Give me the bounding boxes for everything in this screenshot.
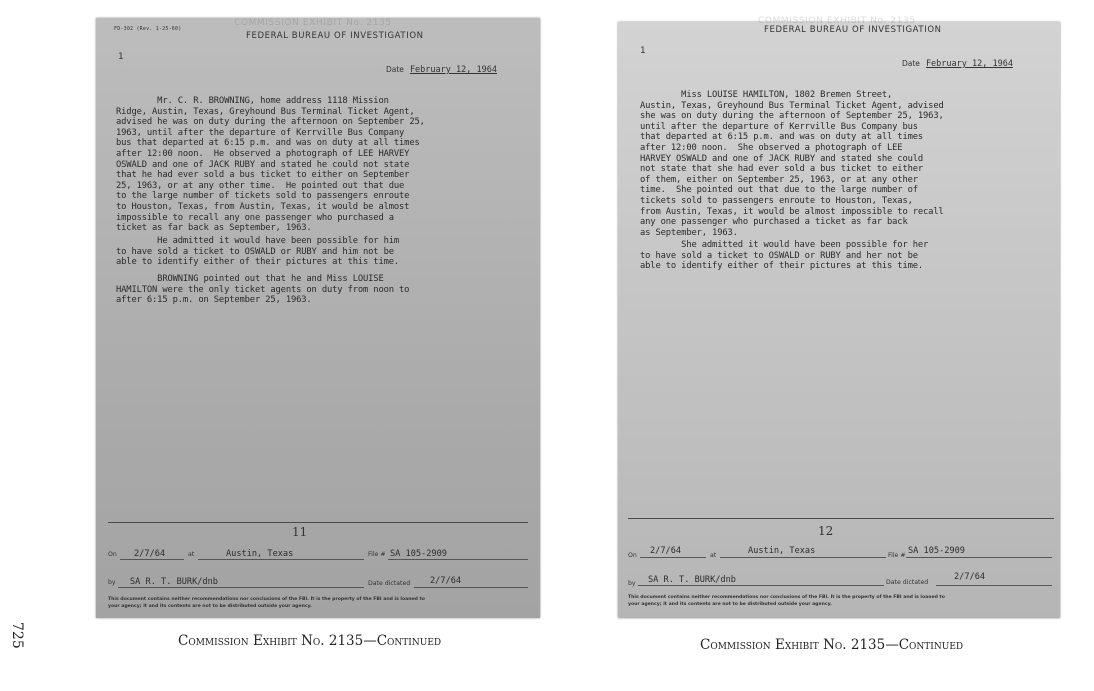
by-label: by [628,580,636,587]
file-label: File # [368,551,386,558]
footer-rule [628,518,1054,519]
date-label: Date [386,65,404,74]
body-paragraph-1: Mr. C. R. BROWNING, home address 1118 Mission Ridge, Austin, Texas, Greyhound Bus Terminal Ticket Agent, advised he was on duty during the afternoon on September 25, 1963, until after the departure of Kerrville Bus Company bus that departed at 6:15 p.m. and was on duty at all times after 12:00 noon. He observed a photograph of LEE HARVEY OSWALD and one of JACK RUBY and stated he could not state that he had ever sold a bus ticket to either on September 25, 1963, or at any other time. He pointed out that due to the large number of tickets sold to passengers enroute to Houston, Texas, from Austin, Texas, it would be almost impossible to recall any one passenger who purchased a ticket as far back as September, 1963. [116,96,425,234]
by-value: SA R. T. BURK/dnb [130,577,218,587]
by-underline [118,587,364,588]
by-label: by [108,579,116,586]
margin-page-number: 725 [9,622,25,649]
file-value: SA 105-2909 [908,546,965,556]
page-mark: 1 [118,52,124,62]
on-value: 2/7/64 [134,549,166,559]
body-paragraph-2: He admitted it would have been possible for him to have sold a ticket to OSWALD or RUBY and him not be able to identify either of their pictures at this time. [116,236,400,268]
at-underline [198,559,364,560]
disclaimer: This document contains neither recommendations nor conclusions of the FBI. It is the property of the FBI and is loaned to your agency; it and its contents are not to be distributed outside your agency. [628,595,945,607]
body-paragraph-3: BROWNING pointed out that he and Miss LOUISE HAMILTON were the only ticket agents on duty from noon to after 6:15 p.m. on September 25, 1963. [116,274,410,306]
page-number: 11 [292,525,308,539]
footer-on-row [108,551,117,558]
on-label: On [108,551,117,558]
exhibit-caption-left: Commission Exhibit No. 2135—Continued [178,633,442,649]
report-date [386,65,497,75]
body-paragraph-2: She admitted it would have been possible for her to have sold a ticket to OSWALD or RUBY and her not be able to identify either of their pictures at this time. [640,240,929,272]
dictated-value: 2/7/64 [954,572,986,582]
bleed-through-text: COMMISSION EXHIBIT No. 2135 [234,18,392,28]
file-underline [388,559,528,560]
page-number: 12 [818,524,834,538]
at-value: Austin, Texas [748,546,816,556]
on-label: On [628,552,637,559]
form-number: FD-302 (Rev. 1-25-60) [114,26,182,32]
page-mark: 1 [640,46,646,56]
on-underline [640,557,706,558]
bleed-through-text: COMMISSION EXHIBIT No. 2135 [758,16,916,26]
dictated-underline [936,585,1052,586]
bureau-header: FEDERAL BUREAU OF INVESTIGATION [764,25,942,35]
exhibit-caption-right: Commission Exhibit No. 2135—Continued [700,637,964,653]
date-value: February 12, 1964 [925,59,1013,69]
disclaimer: This document contains neither recommendations nor conclusions of the FBI. It is the property of the FBI and is loaned to your agency; it and its contents are not to be distributed outside your agency. [108,597,425,609]
dictated-label: Date dictated [368,580,411,587]
at-label: at [710,552,717,559]
date-label: Date [902,59,920,68]
date-value: February 12, 1964 [409,65,497,75]
bureau-header: FEDERAL BUREAU OF INVESTIGATION [246,31,424,41]
dictated-value: 2/7/64 [430,576,462,586]
body-paragraph-1: Miss LOUISE HAMILTON, 1802 Bremen Street, Austin, Texas, Greyhound Bus Terminal Ticket Agent, advised she was on duty during the afternoon of September 25, 1963, until after the departure of Kerrville Bus Company bus that departed at 6:15 p.m. and was on duty at all times after 12:00 noon. She observed a photograph of LEE HARVEY OSWALD and one of JACK RUBY and stated she could not state that she had ever sold a bus ticket to either of them, either on September 25, 1963, or at any other time. She pointed out that due to the large number of tickets sold to passengers enroute to Houston, Texas, from Austin, Texas, it would be almost impossible to recall any one passenger who purchased a ticket as far back as September, 1963. [640,90,944,238]
report-date [902,59,1013,69]
dictated-label: Date dictated [886,579,929,586]
at-label: at [188,551,195,558]
by-underline [638,585,884,586]
fbi-report-page-left [96,18,540,618]
on-underline [120,559,184,560]
file-value: SA 105-2909 [390,549,447,559]
file-label: File # [888,552,906,559]
at-underline [720,557,886,558]
footer-rule [108,522,528,523]
by-value: SA R. T. BURK/dnb [648,575,736,585]
dictated-underline [414,587,528,588]
at-value: Austin, Texas [226,549,294,559]
on-value: 2/7/64 [650,546,682,556]
fbi-report-page-right [618,16,1060,618]
file-underline [906,557,1052,558]
